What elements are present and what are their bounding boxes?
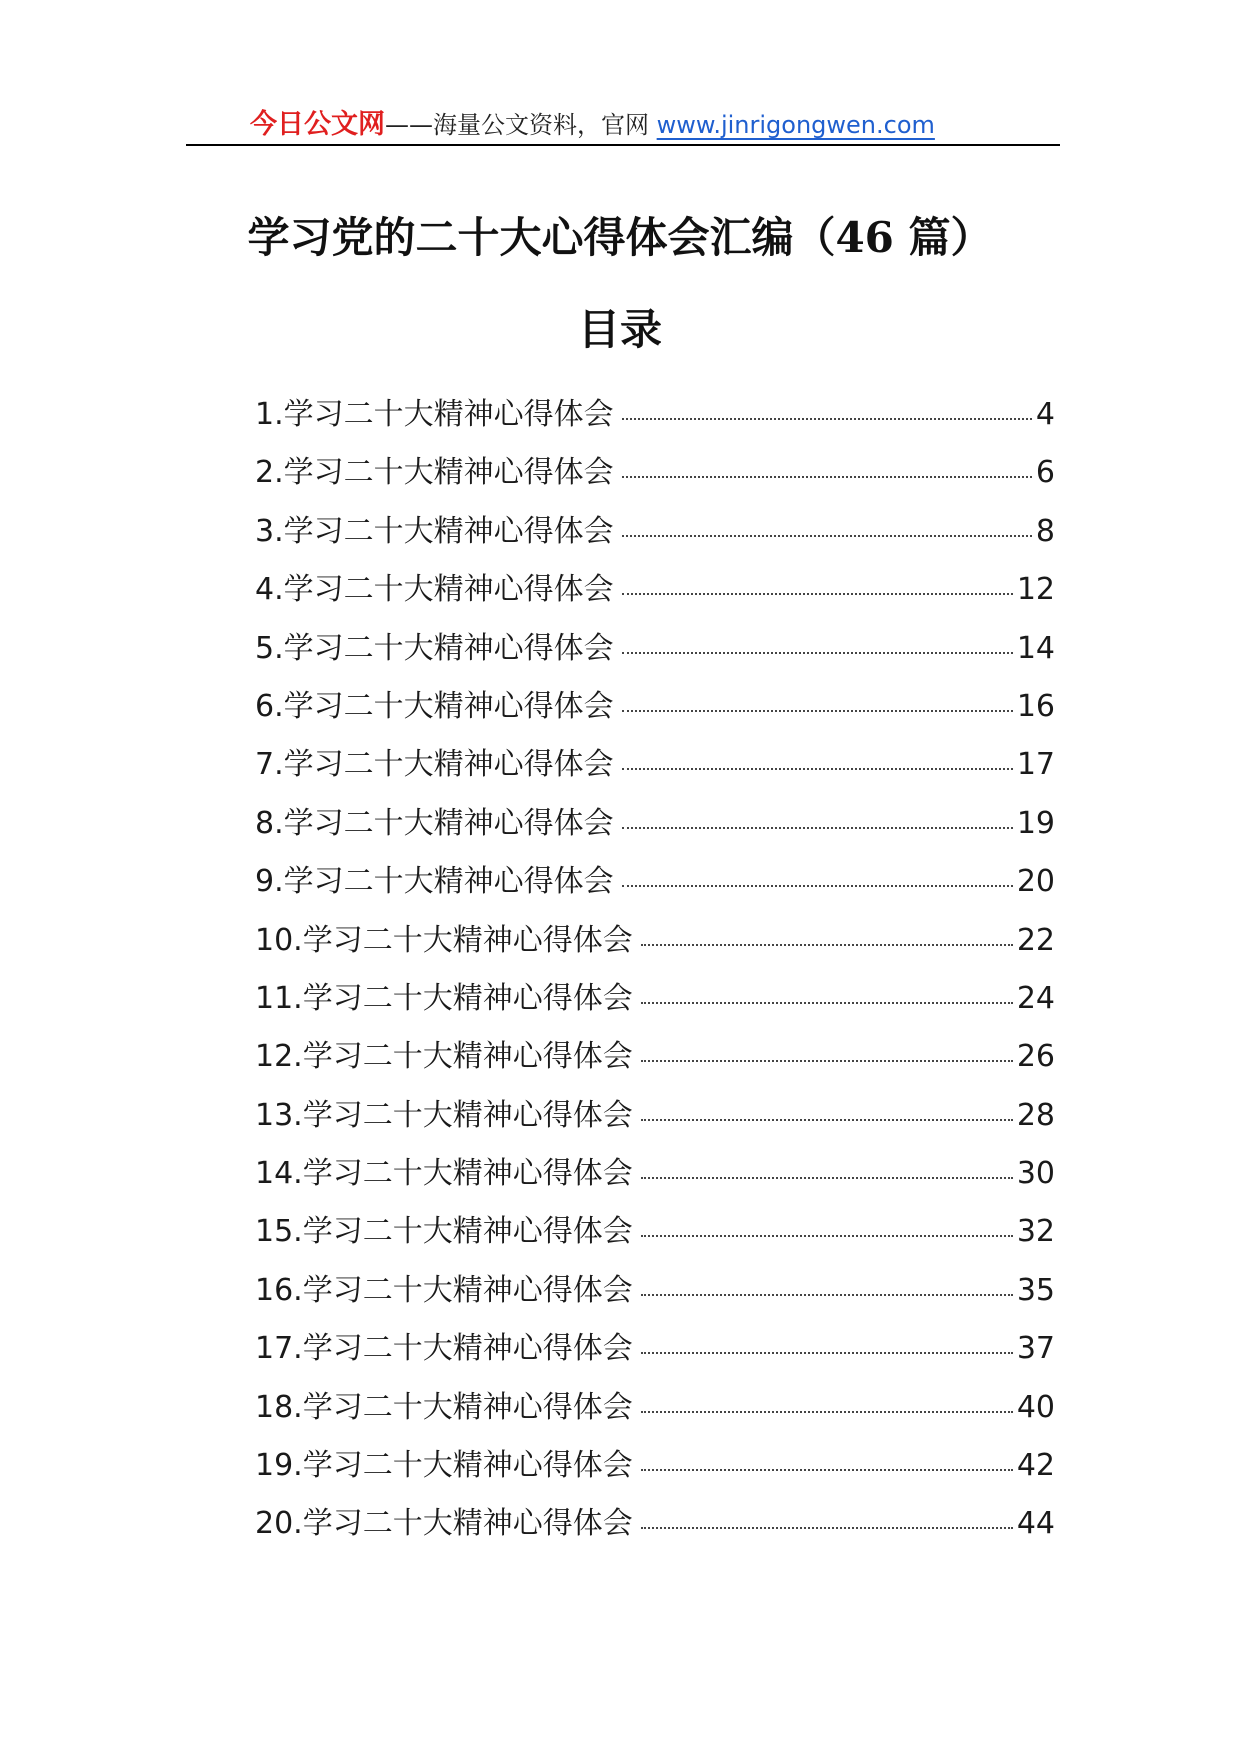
toc-dot-leader <box>641 1177 1013 1179</box>
toc-dot-leader <box>641 1411 1013 1413</box>
toc-dot-leader <box>622 593 1013 595</box>
toc-entry-page: 16 <box>1016 688 1055 724</box>
toc-entry-label: 14.学习二十大精神心得体会 <box>255 1156 633 1192</box>
toc-entry-label: 1.学习二十大精神心得体会 <box>255 397 614 432</box>
toc-entry-page: 40 <box>1016 1389 1055 1425</box>
toc-dot-leader <box>622 827 1013 829</box>
toc-entry[interactable] <box>255 1437 1055 1495</box>
toc-entry-label: 19.学习二十大精神心得体会 <box>255 1448 633 1484</box>
toc-entry-page: 4 <box>1035 397 1055 432</box>
toc-entry-page: 26 <box>1016 1039 1055 1075</box>
toc-entry-page: 19 <box>1016 805 1055 841</box>
toc-heading: 目录 <box>577 305 662 354</box>
toc-dot-leader <box>622 535 1032 537</box>
toc-dot-leader <box>641 944 1013 946</box>
table-of-contents <box>255 386 1055 1554</box>
toc-entry-page: 32 <box>1016 1214 1055 1250</box>
toc-dot-leader <box>622 418 1032 420</box>
page-header <box>186 96 1060 146</box>
toc-entry-page: 22 <box>1016 922 1055 958</box>
toc-entry-page: 14 <box>1016 630 1055 666</box>
site-brand: 今日公文网 <box>250 109 385 140</box>
toc-entry-page: 17 <box>1016 747 1055 783</box>
toc-dot-leader <box>622 710 1013 712</box>
toc-entry[interactable] <box>255 736 1055 794</box>
toc-entry-label: 15.学习二十大精神心得体会 <box>255 1214 633 1250</box>
toc-entry-label: 7.学习二十大精神心得体会 <box>255 747 614 783</box>
header-line <box>250 110 935 140</box>
toc-dot-leader <box>641 1294 1013 1296</box>
toc-entry-label: 4.学习二十大精神心得体会 <box>255 572 614 608</box>
toc-entry[interactable] <box>255 1087 1055 1145</box>
toc-dot-leader <box>622 652 1013 654</box>
toc-entry-label: 3.学习二十大精神心得体会 <box>255 513 614 549</box>
toc-entry-label: 16.学习二十大精神心得体会 <box>255 1272 633 1308</box>
toc-entry-label: 6.学习二十大精神心得体会 <box>255 688 614 724</box>
toc-dot-leader <box>622 476 1032 478</box>
toc-entry-page: 35 <box>1016 1272 1055 1308</box>
toc-entry-label: 20.学习二十大精神心得体会 <box>255 1506 633 1542</box>
toc-entry[interactable] <box>255 1495 1055 1553</box>
toc-entry[interactable] <box>255 1145 1055 1203</box>
toc-entry-page: 30 <box>1016 1156 1055 1192</box>
toc-entry[interactable] <box>255 853 1055 911</box>
toc-entry-page: 8 <box>1035 513 1055 549</box>
document-title: 学习党的二十大心得体会汇编（46 篇） <box>247 213 993 262</box>
toc-entry-label: 18.学习二十大精神心得体会 <box>255 1389 633 1425</box>
toc-entry[interactable] <box>255 561 1055 619</box>
toc-entry-page: 24 <box>1016 980 1055 1016</box>
toc-entry-page: 28 <box>1016 1097 1055 1133</box>
toc-entry[interactable] <box>255 1320 1055 1378</box>
toc-entry-label: 11.学习二十大精神心得体会 <box>255 980 633 1016</box>
toc-entry-page: 6 <box>1035 455 1055 491</box>
toc-dot-leader <box>641 1002 1013 1004</box>
toc-entry-label: 17.学习二十大精神心得体会 <box>255 1331 633 1367</box>
toc-entry-label: 9.学习二十大精神心得体会 <box>255 864 614 900</box>
toc-entry-page: 42 <box>1016 1448 1055 1484</box>
toc-dot-leader <box>622 885 1013 887</box>
site-url-link[interactable]: www.jinrigongwen.com <box>656 111 935 139</box>
toc-entry-page: 20 <box>1016 864 1055 900</box>
toc-entry-page: 44 <box>1016 1506 1055 1542</box>
toc-entry[interactable] <box>255 620 1055 678</box>
toc-dot-leader <box>641 1527 1013 1529</box>
toc-dot-leader <box>641 1352 1013 1354</box>
header-tagline: ——海量公文资料，官网 <box>385 111 657 139</box>
toc-entry[interactable] <box>255 795 1055 853</box>
toc-entry-label: 5.学习二十大精神心得体会 <box>255 630 614 666</box>
toc-entry[interactable] <box>255 1028 1055 1086</box>
toc-entry[interactable] <box>255 1262 1055 1320</box>
toc-dot-leader <box>641 1060 1013 1062</box>
toc-entry-page: 37 <box>1016 1331 1055 1367</box>
toc-entry[interactable] <box>255 970 1055 1028</box>
toc-entry[interactable] <box>255 444 1055 502</box>
toc-entry[interactable] <box>255 912 1055 970</box>
toc-entry[interactable] <box>255 1203 1055 1261</box>
toc-entry[interactable] <box>255 678 1055 736</box>
toc-dot-leader <box>641 1119 1013 1121</box>
toc-entry[interactable] <box>255 386 1055 444</box>
toc-entry-label: 2.学习二十大精神心得体会 <box>255 455 614 491</box>
toc-entry-label: 13.学习二十大精神心得体会 <box>255 1097 633 1133</box>
toc-dot-leader <box>622 768 1013 770</box>
toc-entry[interactable] <box>255 1379 1055 1437</box>
toc-entry-label: 8.学习二十大精神心得体会 <box>255 805 614 841</box>
toc-entry[interactable] <box>255 503 1055 561</box>
toc-entry-page: 12 <box>1016 572 1055 608</box>
toc-entry-label: 12.学习二十大精神心得体会 <box>255 1039 633 1075</box>
toc-dot-leader <box>641 1469 1013 1471</box>
toc-dot-leader <box>641 1235 1013 1237</box>
toc-entry-label: 10.学习二十大精神心得体会 <box>255 922 633 958</box>
